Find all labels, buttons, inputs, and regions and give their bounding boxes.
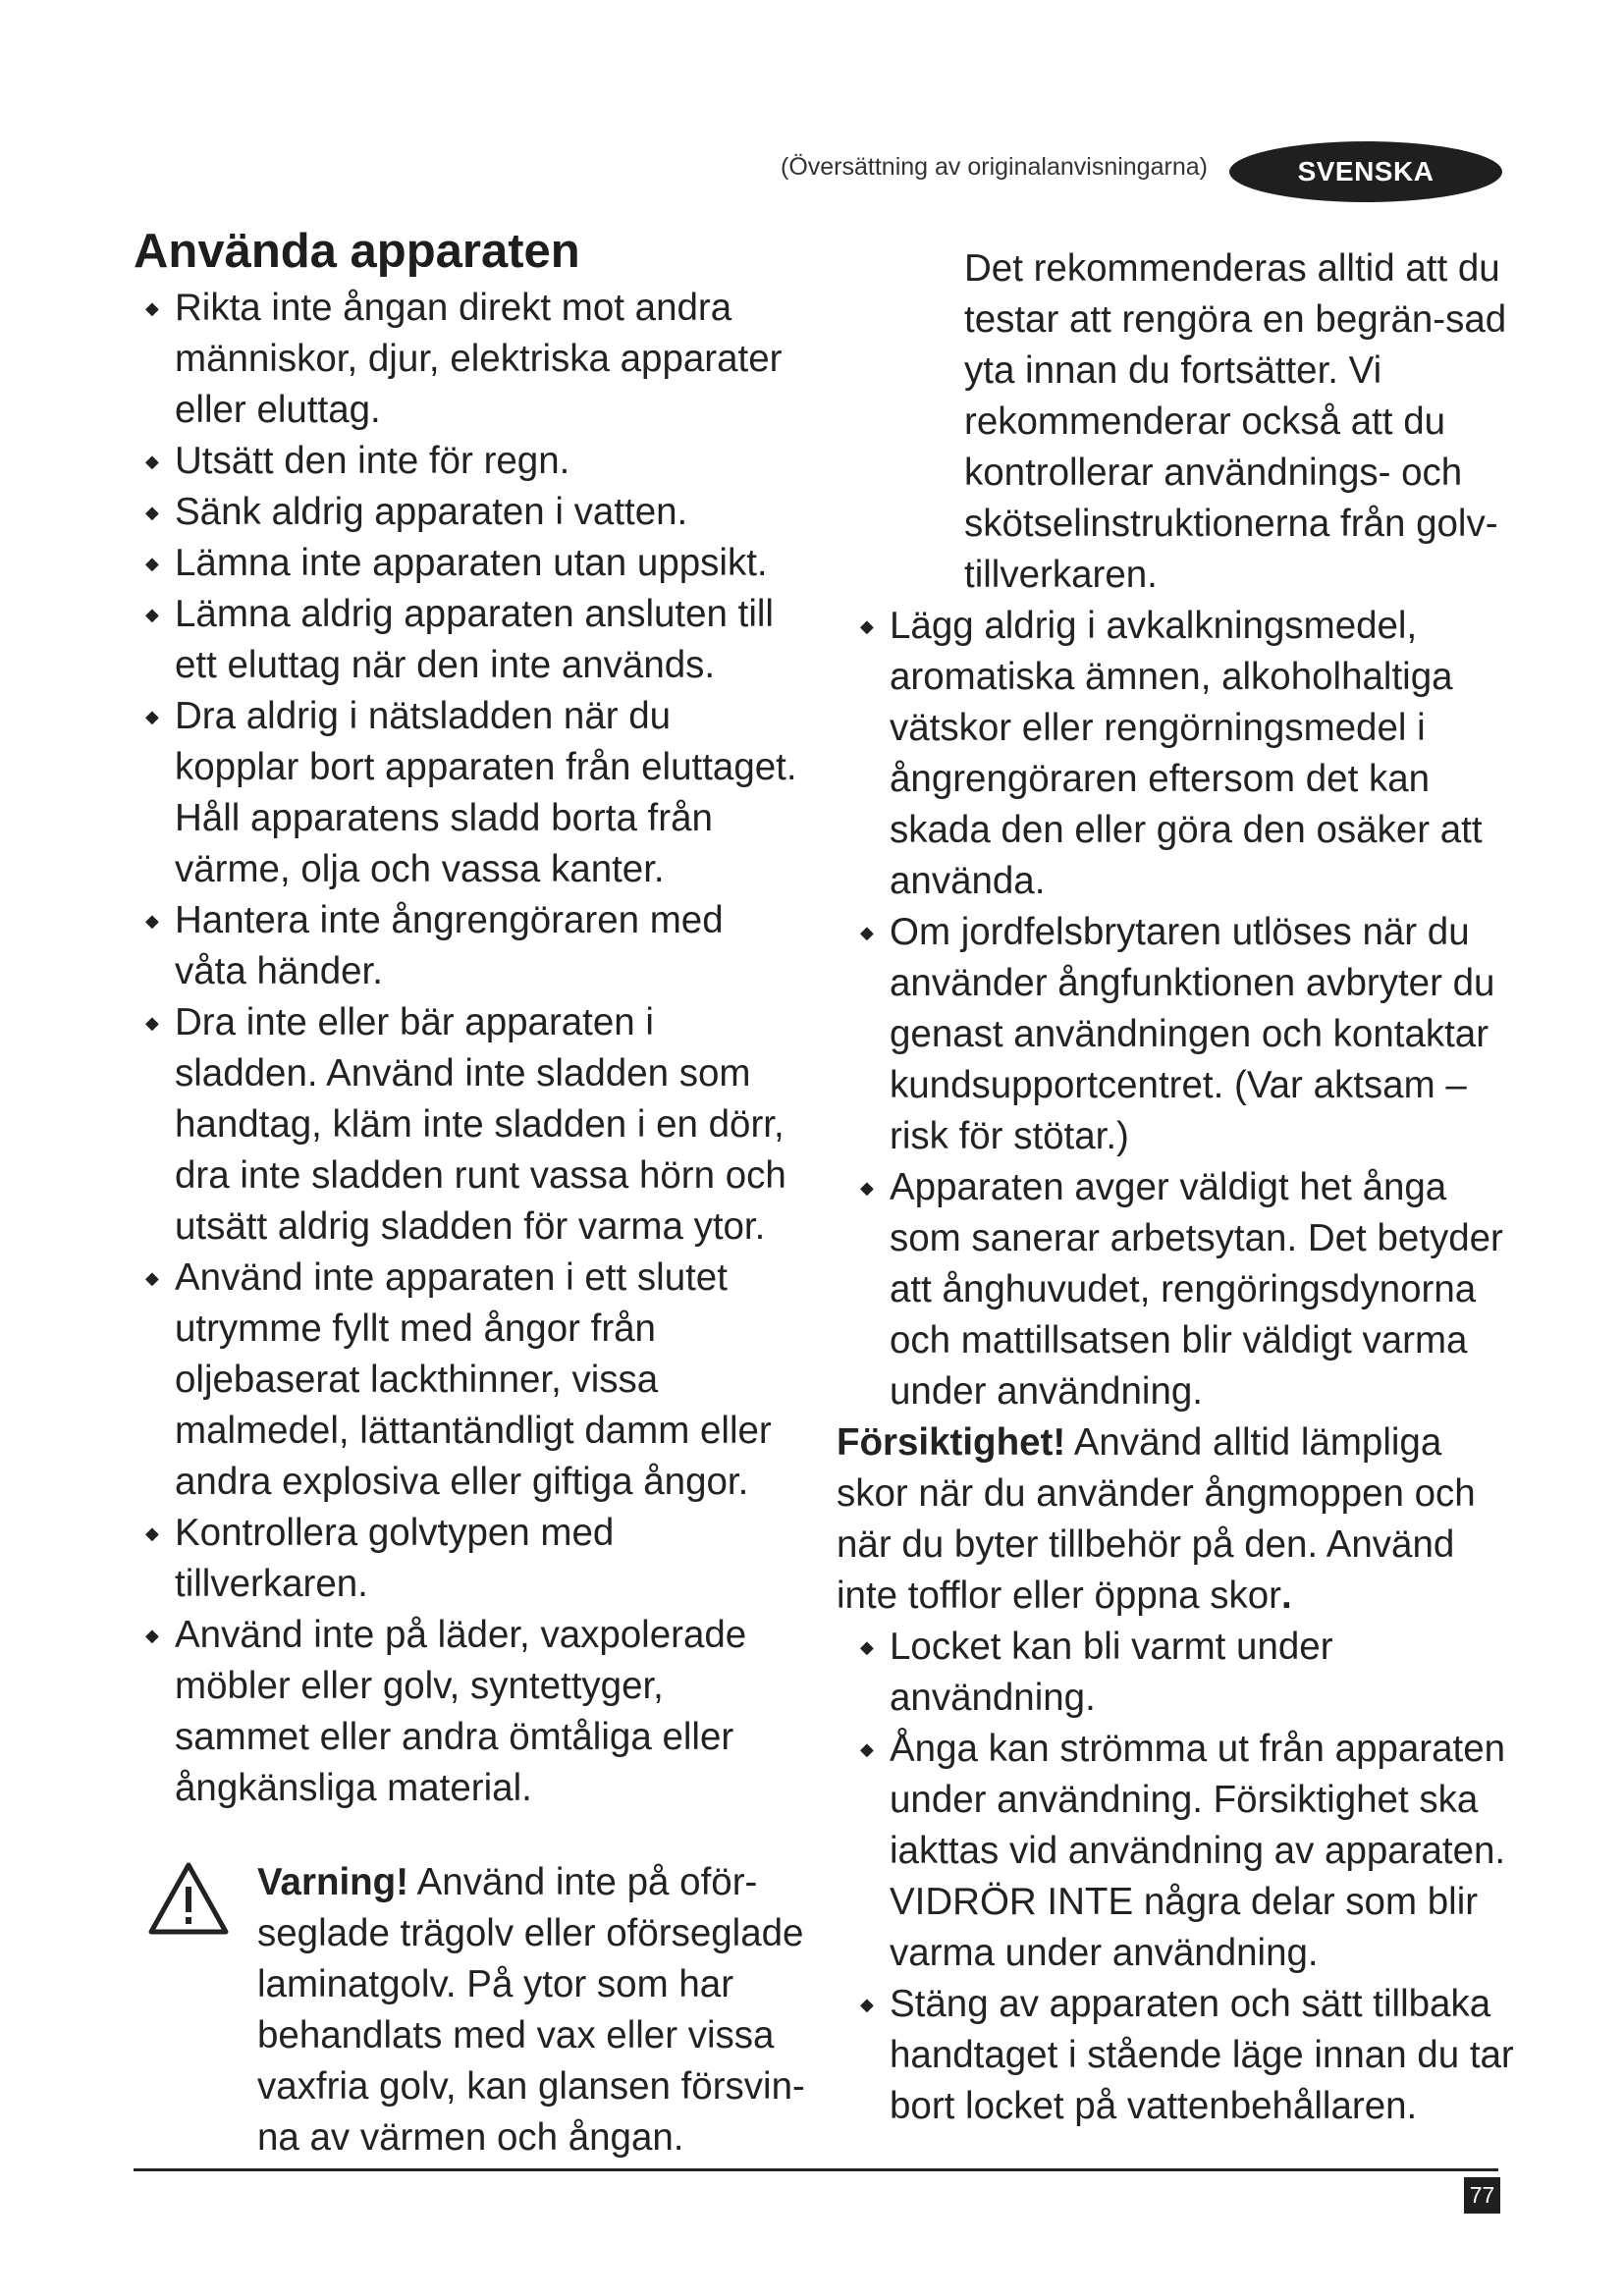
translation-note: (Översättning av originalanvisningarna) [781,153,1208,181]
left-column [137,283,805,2163]
list-item: ◆ Lägg aldrig i avkalkningsmedel, aromatiska ämnen, alkoholhaltiga vätskor eller rengörningsmedel i ångrengöraren eftersom det kan skada den eller göra den osäker att använda. [852,601,1514,907]
list-item: ◆ Sänk aldrig apparaten i vatten. [137,487,805,538]
list-item: ◆ Kontrollera golvtypen med tillverkaren. [137,1508,805,1610]
list-item: ◆ Dra inte eller bär apparaten i sladden. Använd inte sladden som handtag, kläm inte sladden i en dörr, dra inte sladden runt vassa hörn och utsätt aldrig sladden för varma ytor. [137,997,805,1253]
caution-paragraph: Försiktighet! Använd alltid lämpliga skor när du använder ångmoppen och när du byter tillbehör på den. Använd inte tofflor eller öppna skor. [837,1421,1476,1617]
diamond-bullet-icon: ◆ [145,1626,159,1645]
warning-label: Varning! [257,1861,409,1903]
page-number: 77 [1464,2177,1500,2214]
list-item: ◆ Använd inte apparaten i ett slutet utrymme fyllt med ångor från oljebaserat lackthinner, vissa malmedel, lättantändligt damm eller andra explosiva eller giftiga ångor. [137,1253,805,1508]
diamond-bullet-icon: ◆ [860,1995,874,2014]
right-bullet-list-1 [852,601,1514,1417]
list-item: ◆ Om jordfelsbrytaren utlöses när du använder ångfunktionen avbryter du genast användningen och kontaktar kundsupportcentret. (Var aktsam – risk för stötar.) [852,907,1514,1162]
diamond-bullet-icon: ◆ [145,1523,159,1543]
list-item: ◆ Lämna inte apparaten utan uppsikt. [137,538,805,589]
diamond-bullet-icon: ◆ [860,616,874,636]
footer-divider [134,2168,1498,2171]
diamond-bullet-icon: ◆ [860,1637,874,1657]
list-item: ◆ Lämna aldrig apparaten ansluten till ett eluttag när den inte används. [137,589,805,691]
list-item: ◆ Ånga kan strömma ut från apparaten under användning. Försiktighet ska iakttas vid användning av apparaten. VIDRÖR INTE några delar som blir varma under användning. [852,1724,1514,1979]
list-item: ◆ Rikta inte ångan direkt mot andra människor, djur, elektriska apparater eller eluttag. [137,283,805,436]
diamond-bullet-icon: ◆ [860,1178,874,1198]
intro-paragraph: Det rekommenderas alltid att du testar att rengöra en begrän-sad yta innan du fortsätter. Vi rekommenderar också att du kontrollerar användnings- och skötselinstruktionerna från golv-tillverkaren. [964,247,1507,596]
list-item: ◆ Stäng av apparaten och sätt tillbaka handtaget i stående läge innan du tar bort locket på vattenbehållaren. [852,1979,1514,2132]
section-title: Använda apparaten [134,225,580,278]
diamond-bullet-icon: ◆ [145,452,159,471]
list-item: ◆ Locket kan bli varmt under användning. [852,1622,1514,1724]
diamond-bullet-icon: ◆ [860,923,874,942]
list-item: ◆ Dra aldrig i nätsladden när du kopplar bort apparaten från eluttaget. Håll apparatens sladd borta från värme, olja och vassa kanter. [137,691,805,895]
left-bullet-list [137,283,805,1814]
right-bullet-list-2 [852,1622,1514,2132]
warning-text: Varning! Använd inte på oför-seglade trägolv eller oförseglade laminatgolv. På ytor som har behandlats med vax eller vissa vaxfria golv, kan glansen försvin-na av värmen och ångan. [257,1861,805,2159]
right-column [837,243,1514,2132]
diamond-bullet-icon: ◆ [145,911,159,931]
warning-triangle-icon [147,1861,230,1936]
list-item: ◆ Hantera inte ångrengöraren med våta händer. [137,895,805,997]
diamond-bullet-icon: ◆ [145,503,159,522]
diamond-bullet-icon: ◆ [860,1739,874,1759]
diamond-bullet-icon: ◆ [145,1013,159,1033]
list-item: ◆ Använd inte på läder, vaxpolerade möbler eller golv, syntettyger, sammet eller andra ömtåliga eller ångkänsliga material. [137,1610,805,1814]
diamond-bullet-icon: ◆ [145,605,159,624]
diamond-bullet-icon: ◆ [145,554,159,573]
list-item: ◆ Utsätt den inte för regn. [137,436,805,487]
warning-block [137,1857,805,2163]
diamond-bullet-icon: ◆ [145,707,159,726]
diamond-bullet-icon: ◆ [145,298,159,318]
language-badge: SVENSKA [1229,141,1502,202]
caution-label: Försiktighet! [837,1421,1066,1464]
list-item: ◆ Apparaten avger väldigt het ånga som sanerar arbetsytan. Det betyder att ånghuvudet, rengöringsdynorna och mattillsatsen blir väldigt varma under användning. [852,1162,1514,1417]
diamond-bullet-icon: ◆ [145,1268,159,1288]
